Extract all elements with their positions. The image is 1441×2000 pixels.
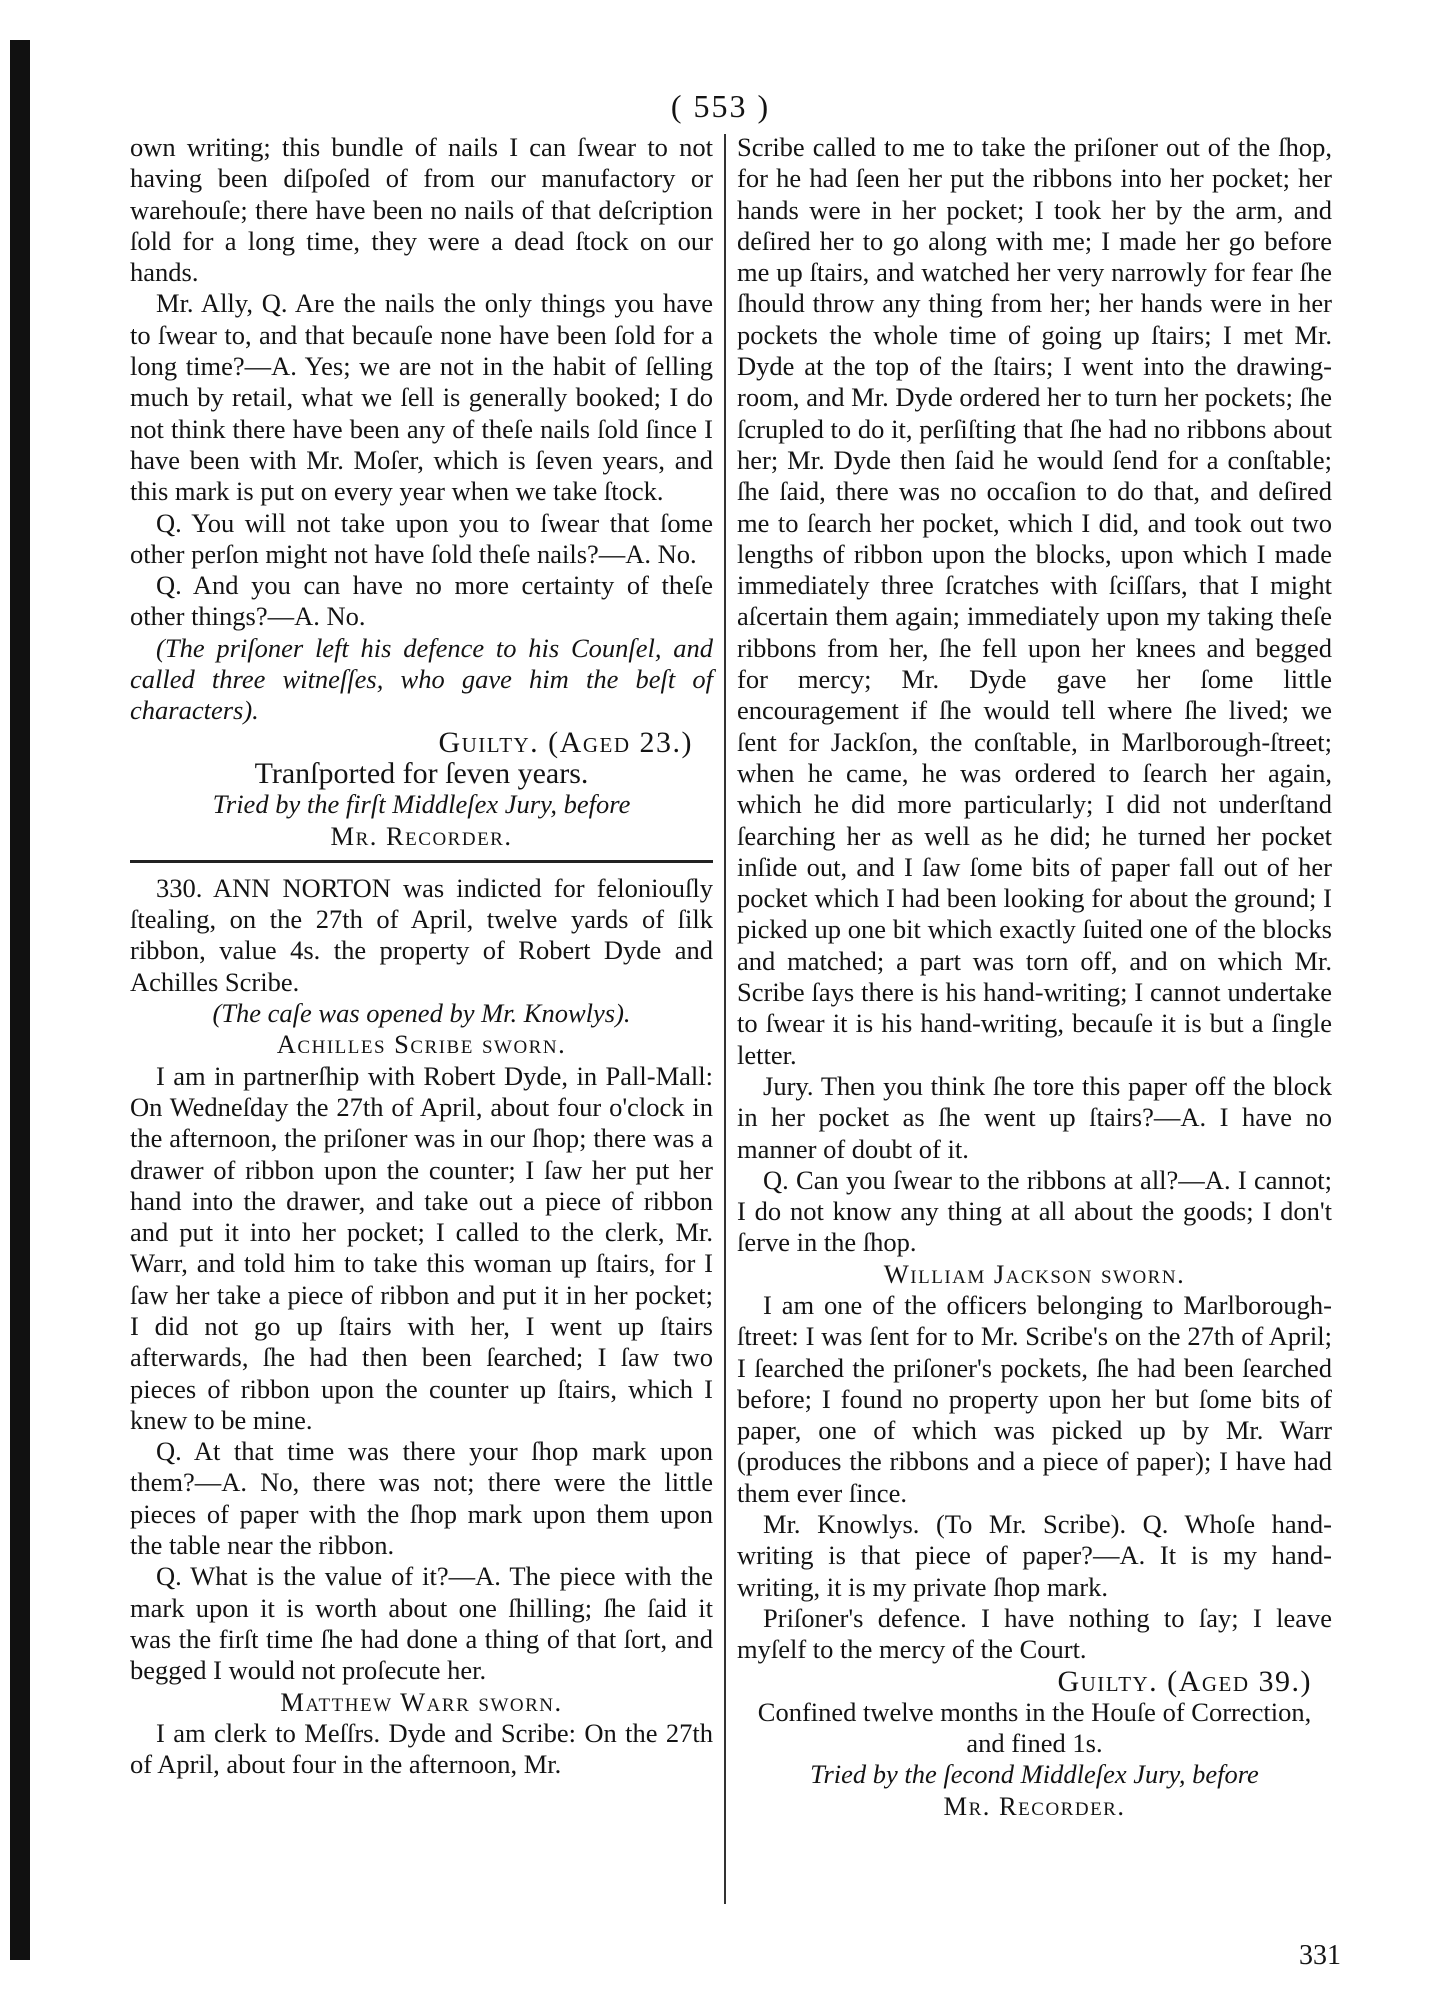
defence-note: (The priſoner left his defence to his Counſel, and called three witneſſes, who gave him the beſt of characters). <box>130 632 713 726</box>
column-rule <box>724 134 726 1904</box>
paragraph: Mr. Ally, Q. Are the nails the only things you have to ſwear to, and that becauſe none have been ſold for a long time?—A. Yes; we are not in the habit of ſelling much by retail, what we ſell is generally booked; I do not think there have been any of theſe nails ſold ſince I have been with Mr. Moſer, which is ſeven years, and this mark is put on every year when we take ſtock. <box>130 288 713 507</box>
binding-edge <box>10 40 30 1960</box>
paragraph: Q. What is the value of it?—A. The piece with the mark upon it is worth about one ſhilling; ſhe ſaid it was the firſt time ſhe had done a thing of that ſort, and begged I would not proſecute her. <box>130 1561 713 1686</box>
paragraph: Mr. Knowlys. (To Mr. Scribe). Q. Whoſe hand-writing is that piece of paper?—A. It is my hand-writing, it is my private ſhop mark. <box>737 1509 1332 1602</box>
witness-heading: Achilles Scribe ſworn. <box>276 1029 567 1060</box>
jury-line: Tried by the ſecond Middleſex Jury, before <box>810 1759 1259 1790</box>
catchword: 331 <box>1299 1940 1341 1971</box>
judge-line: Mr. Recorder. <box>330 820 513 851</box>
sentence: Confined twelve months in the Houſe of Correction, and fined 1s. <box>757 1696 1312 1759</box>
witness-heading: Matthew Warr ſworn. <box>280 1686 563 1717</box>
paragraph: Priſoner's defence. I have nothing to ſay; I leave myſelf to the mercy of the Court. <box>737 1602 1332 1665</box>
case-opened-note: (The caſe was opened by Mr. Knowlys). <box>212 998 631 1029</box>
case-heading: 330. ANN NORTON was indicted for feloniouſly ſtealing, on the 27th of April, twelve yards of ſilk ribbon, value 4s. the property of Robert Dyde and Achilles Scribe. <box>130 872 713 997</box>
paragraph: Q. And you can have no more certainty of theſe other things?—A. No. <box>130 570 713 632</box>
paragraph: I am one of the officers belonging to Marlborough-ſtreet: I was ſent for to Mr. Scribe's on the 27th of April; I ſearched the priſoner's pockets, ſhe had been ſearched before; I found no property upon her but ſome bits of paper, one of which was picked up by Mr. Warr (produces the ribbons and a piece of paper); I have had them ever ſince. <box>737 1289 1332 1508</box>
paragraph: Q. At that time was there your ſhop mark upon them?—A. No, there was not; there were the little pieces of paper with the ſhop mark upon them upon the table near the ribbon. <box>130 1436 713 1561</box>
paragraph: Scribe called to me to take the priſoner out of the ſhop, for he had ſeen her put the ribbons into her pocket; her hands were in her pocket; I took her by the arm, and deſired her to go along with me; I made her go before me up ſtairs, and watched her very narrowly for fear ſhe ſhould throw any thing from her; her hands were in her pockets the whole time of going up ſtairs; I met Mr. Dyde at the top of the ſtairs; I went into the drawing-room, and Mr. Dyde ordered her to turn her pockets; ſhe ſcrupled to do it, perſiſting that ſhe had no ribbons about her; Mr. Dyde then ſaid he would ſend for a conſtable; ſhe ſaid, there was no occaſion to do that, and deſired me to ſearch her pocket, which I did, and took out two lengths of ribbon upon the blocks, upon which I made immediately three ſcratches with ſciſſars, that I might aſcertain them again; immediately upon my taking theſe ribbons from her, ſhe fell upon her knees and begged for mercy; Mr. Dyde gave her ſome little encouragement if ſhe would tell where ſhe lived; we ſent for Jackſon, the conſtable, in Marlborough-ſtreet; when he came, he was ordered to ſearch her again, which he did more particularly; I did not underſtand ſearching her as well as he did; he turned her pocket inſide out, and I ſaw ſome bits of paper fall out of her pocket which I had been looking for about the ground; I picked up one bit which exactly ſuited one of the blocks and matched; a part was torn off, and on which Mr. Scribe ſays there is his hand-writing; I cannot undertake to ſwear it is his hand-writing, becauſe it is but a ſingle letter. <box>737 132 1332 1070</box>
sentence: Tranſported for ſeven years. <box>254 756 589 790</box>
paragraph: I am in partnerſhip with Robert Dyde, in Pall-Mall: On Wedneſday the 27th of April, about four o'clock in the afternoon, the priſoner was in our ſhop; there was a drawer of ribbon upon the counter; I ſaw her put her hand into the drawer, and take out a piece of ribbon and put it into her pocket; I called to the clerk, Mr. Warr, and told him to take this woman up ſtairs, for I ſaw her take a piece of ribbon and put it in her pocket; I did not go up ſtairs with her, I went up ſtairs afterwards, ſhe had then been ſearched; I ſaw two pieces of ribbon upon the counter up ſtairs, which I knew to be mine. <box>130 1060 713 1435</box>
paragraph: Q. Can you ſwear to the ribbons at all?—A. I cannot; I do not know any thing at all about the goods; I don't ſerve in the ſhop. <box>737 1164 1332 1258</box>
section-divider <box>130 860 713 863</box>
witness-heading: William Jackson ſworn. <box>883 1258 1186 1289</box>
verdict: Guilty. (Aged 23.) <box>438 725 693 759</box>
left-column <box>130 132 713 1780</box>
paragraph: I am clerk to Meſſrs. Dyde and Scribe: On the 27th of April, about four in the afternoon, Mr. <box>130 1717 713 1780</box>
jury-line: Tried by the firſt Middleſex Jury, before <box>212 789 631 820</box>
right-column <box>737 132 1332 1822</box>
paragraph: Q. You will not take upon you to ſwear that ſome other perſon might not have ſold theſe nails?—A. No. <box>130 507 713 569</box>
judge-line: Mr. Recorder. <box>943 1790 1126 1821</box>
paragraph: own writing; this bundle of nails I can ſwear to not having been diſpoſed of from our manufactory or warehouſe; there have been no nails of that deſcription ſold for a long time, they were a dead ſtock on our hands. <box>130 132 713 288</box>
page-number: ( 553 ) <box>670 88 771 124</box>
paragraph: Jury. Then you think ſhe tore this paper off the block in her pocket as ſhe went up ſtairs?—A. I have no manner of doubt of it. <box>737 1070 1332 1164</box>
verdict: Guilty. (Aged 39.) <box>1057 1664 1312 1698</box>
